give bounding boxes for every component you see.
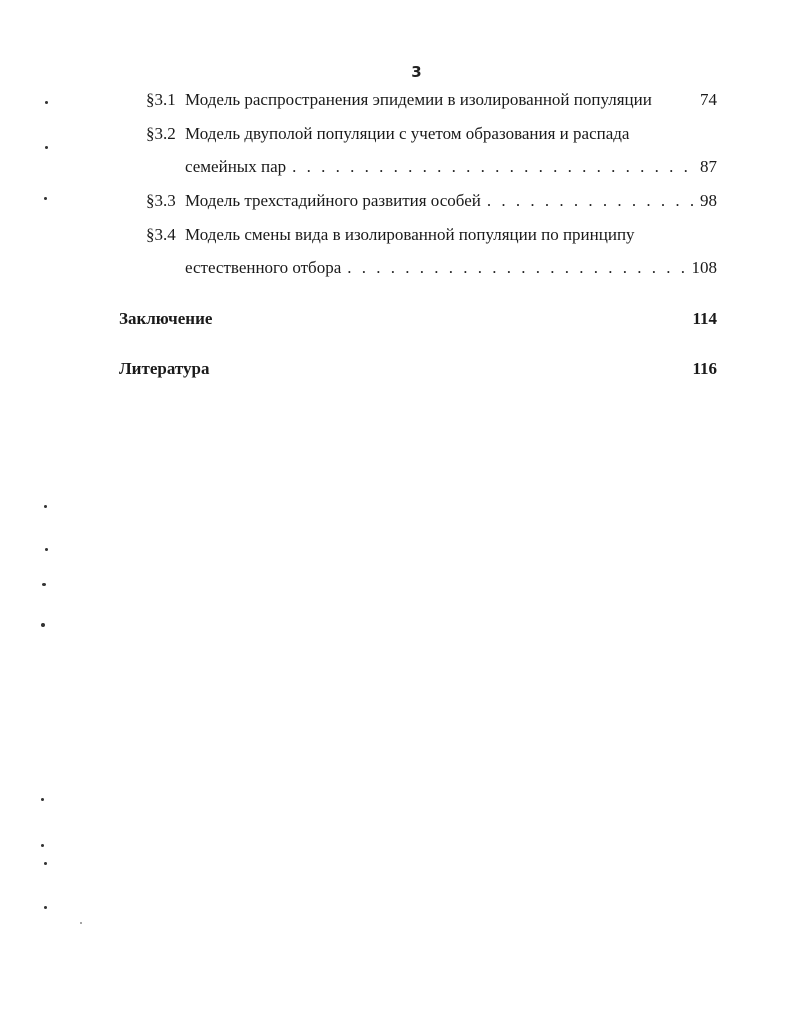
chapter-title: Литература	[119, 359, 210, 378]
scan-speck	[45, 101, 48, 104]
scan-speck	[80, 922, 82, 924]
section-number: §3.4	[146, 225, 176, 244]
toc-entry-3-1[interactable]	[146, 90, 717, 110]
toc-entry-3-2-cont[interactable]	[185, 157, 717, 177]
scan-speck	[41, 844, 44, 847]
toc-chapter-literature[interactable]	[119, 359, 717, 379]
section-number: §3.3	[146, 191, 176, 210]
scan-speck	[45, 146, 48, 149]
section-number: §3.1	[146, 90, 176, 109]
toc-entry-3-4-cont[interactable]	[185, 258, 717, 278]
scan-speck	[41, 623, 45, 627]
scan-speck	[44, 906, 47, 909]
toc-entry-3-4[interactable]	[146, 225, 717, 245]
dot-leader	[347, 258, 685, 278]
toc-chapter-conclusion[interactable]	[119, 309, 717, 329]
dot-leader	[487, 191, 694, 211]
section-title: Модель двуполой популяции с учетом образования и распада	[185, 124, 630, 143]
toc-entry-3-2[interactable]	[146, 124, 717, 144]
scan-speck	[44, 862, 47, 865]
chapter-page: 114	[692, 309, 717, 328]
dot-leader	[292, 157, 694, 177]
scan-speck	[45, 548, 48, 551]
section-title-continued: семейных пар	[185, 157, 287, 176]
section-page: 98	[700, 191, 717, 210]
scan-speck	[42, 583, 46, 586]
section-number: §3.2	[146, 124, 176, 143]
section-page: 74	[700, 90, 717, 109]
chapter-page: 116	[692, 359, 717, 378]
page-number: 3	[411, 63, 422, 81]
section-page: 87	[700, 157, 717, 176]
toc-entry-3-3[interactable]	[146, 191, 717, 211]
section-page: 108	[691, 258, 717, 277]
scan-speck	[44, 505, 47, 508]
section-title: Модель смены вида в изолированной популяции по принципу	[185, 225, 635, 244]
section-title: Модель распространения эпидемии в изолированной популяции	[185, 90, 652, 109]
scan-speck	[41, 798, 44, 801]
scan-speck	[44, 197, 47, 200]
chapter-title: Заключение	[119, 309, 213, 328]
section-title-continued: естественного отбора	[185, 258, 342, 277]
section-title: Модель трехстадийного развития особей	[185, 191, 481, 210]
